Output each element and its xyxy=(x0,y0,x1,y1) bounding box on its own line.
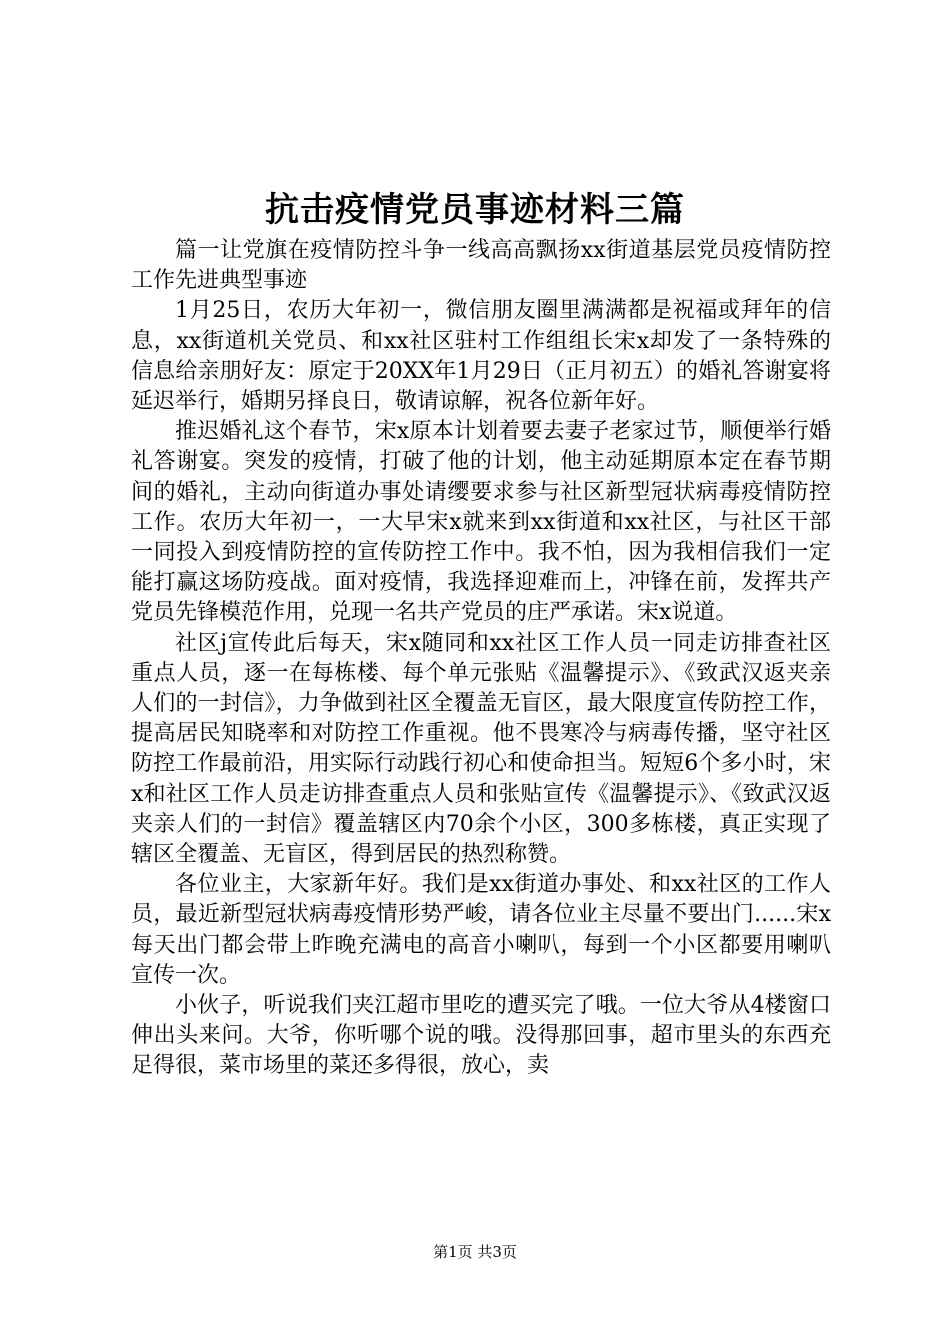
paragraph: 各位业主，大家新年好。我们是xx街道办事处、和xx社区的工作人员，最近新型冠状病毒疫情形势严峻，请各位业主尽量不要出门......宋x每天出门都会带上昨晚充满电的高音小喇叭，每到一个小区都要用喇叭宣传一次。 xyxy=(131,872,831,988)
paragraph: 小伙子，听说我们夹江超市里吃的遭买完了哦。一位大爷从4楼窗口伸出头来问。大爷，你听哪个说的哦。没得那回事，超市里头的东西充足得很，菜市场里的菜还多得很，放心，卖 xyxy=(131,993,831,1079)
paragraph: 推迟婚礼这个春节，宋x原本计划着要去妻子老家过节，顺便举行婚礼答谢宴。突发的疫情，打破了他的计划，他主动延期原本定在春节期间的婚礼，主动向街道办事处请缨要求参与社区新型冠状病毒疫情防控工作。农历大年初一，一大早宋x就来到xx街道和xx社区，与社区干部一同投入到疫情防控的宣传防控工作中。我不怕，因为我相信我们一定能打赢这场防疫战。面对疫情，我选择迎难而上，冲锋在前，发挥共产党员先锋模范作用，兑现一名共产党员的庄严承诺。宋x说道。 xyxy=(131,419,831,626)
page-footer: 第1页 共3页 xyxy=(433,1243,517,1261)
paragraph: 社区j宣传此后每天，宋x随同和xx社区工作人员一同走访排查社区重点人员，逐一在每栋楼、每个单元张贴《温馨提示》、《致武汉返夹亲人们的一封信》，力争做到社区全覆盖无盲区，最大限度宣传防控工作，提高居民知晓率和对防控工作重视。他不畏寒冷与病毒传播，坚守社区防控工作最前沿，用实际行动践行初心和使命担当。短短6个多小时，宋x和社区工作人员走访排查重点人员和张贴宣传《温馨提示》、《致武汉返夹亲人们的一封信》覆盖辖区内70余个小区，300多栋楼，真正实现了辖区全覆盖、无盲区，得到居民的热烈称赞。 xyxy=(131,630,831,868)
document-title: 抗击疫情党员事迹材料三篇 xyxy=(265,190,685,230)
document-body xyxy=(131,236,831,1082)
paragraph: 1月25日，农历大年初一，微信朋友圈里满满都是祝福或拜年的信息，xx街道机关党员、和xx社区驻村工作组组长宋x却发了一条特殊的信息给亲朋好友：原定于20XX年1月29日（正月初五）的婚礼答谢宴将延迟举行，婚期另择良日，敬请谅解，祝各位新年好。 xyxy=(131,298,831,415)
paragraph: 篇一让党旗在疫情防控斗争一线高高飘扬xx街道基层党员疫情防控工作先进典型事迹 xyxy=(131,238,831,294)
